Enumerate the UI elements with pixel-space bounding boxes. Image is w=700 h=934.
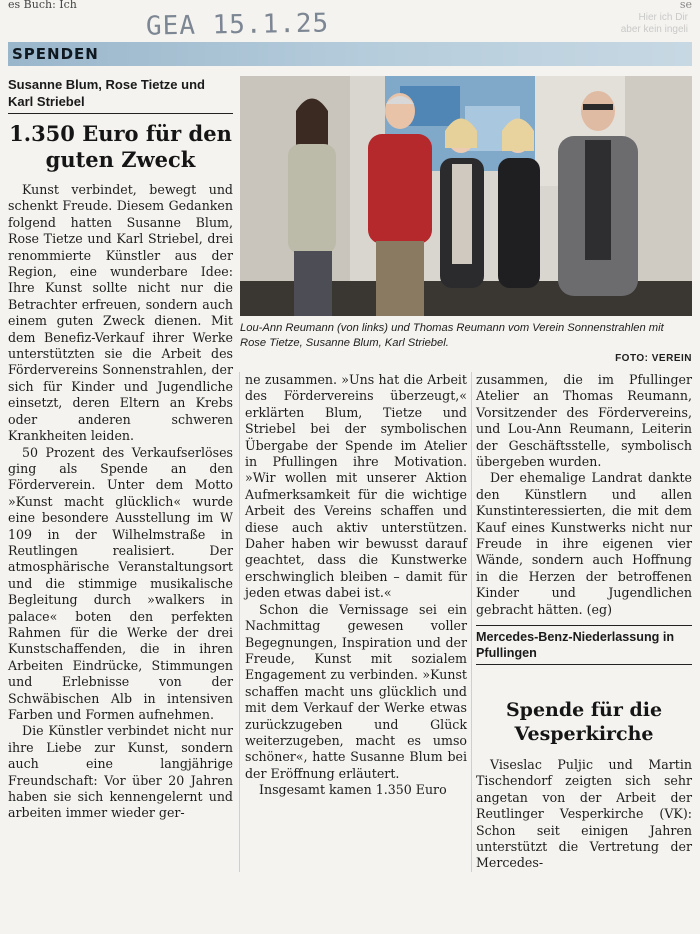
column-divider [471, 372, 472, 872]
person-4 [498, 119, 540, 289]
photo-credit: FOTO: VEREIN [615, 353, 692, 364]
group-photo [240, 76, 692, 316]
bleed-through-line: aber kein ingeli [620, 24, 688, 35]
second-article-headline: Spende für die Vesperkirche [505, 699, 663, 745]
body-paragraph: 50 Prozent des Verkaufserlöses ging als Spende an den Förderverein. Unter dem Motto »Kunst macht glücklich« wurde eine besondere Ausstellung im W 109 in der Wilhelmstraße in Reutlingen realisiert. Der atmosphärische Veranstaltungsort und die stimmige musikalische Begleitung durch »walkers in palace« boten den perfekten Rahmen für die Werke der drei Kunstschaffenden, die in ihren Arbeiten Eindrücke, Stimmungen und Erlebnisse von der Schwäbischen Alb in intensiven Farben und Formen aufnehmen. [8, 444, 233, 722]
section-label: SPENDEN [12, 45, 99, 63]
second-article-kicker: Mercedes-Benz-Niederlassung in Pfullingen [476, 625, 692, 665]
second-article-body [476, 757, 692, 872]
body-paragraph: Die Künstler verbindet nicht nur ihre Liebe zur Kunst, sondern auch eine langjährige Freundschaft: Vor über 20 Jahren haben sie sich kennengelernt und arbeiten immer wieder ger- [8, 723, 233, 821]
body-paragraph: Insgesamt kamen 1.350 Euro [259, 782, 447, 798]
body-paragraph: Der ehemalige Landrat dankte den Künstlern und allen Kunstinteressierten, die mit dem Kauf eines Kunstwerks nicht nur Freude in ihre eigenen vier Wände, sondern auch Hoffnung in die Herzen der betroffenen Kinder und Jugendlichen gebracht hätten. (eg) [476, 470, 692, 617]
article-column-2 [245, 372, 467, 799]
article-column-3 [476, 372, 692, 618]
body-paragraph: Kunst verbindet, bewegt und schenkt Freude. Diesem Gedanken folgend hatten Susanne Blum, Rose Tietze und Karl Striebel, drei renommierte Künstler aus der Region, eine wunderbare Idee: Ihre Kunst sollte nicht nur die Betrachter erfreuen, sondern auch einem guten Zweck dienen. Mit dem Benefiz-Verkauf ihrer Werke unterstützten sie die Arbeit des Fördervereins Sonnenstrahlen, der sich für Kinder und Jugendliche einsetzt, deren Eltern an Krebs oder anderen schweren Krankheiten leiden. [8, 182, 233, 444]
photo-caption [240, 321, 692, 366]
handwritten-date-note: GEA 15.1.25 [145, 8, 330, 42]
bleed-through-text [468, 12, 688, 36]
top-cropped-text: es Buch: Ich [8, 0, 77, 11]
article-kicker: Susanne Blum, Rose Tietze und Karl Striebel [8, 76, 233, 114]
article-column-1 [8, 182, 233, 822]
body-paragraph: ne zusammen. »Uns hat die Arbeit des Fördervereins überzeugt,« erklärten Blum, Tietze und Striebel bei der symbolischen Übergabe der Spende im Atelier in Pfullingen ihre Motivation. »Wir wollen mit unserer Aktion Aufmerksamkeit für die wichtige Arbeit des Vereins schaffen und diese auch aktiv unterstützen. Daher haben wir bewusst darauf geachtet, dass die Kunstwerke erschwinglich bleiben – damit für jeden etwas dabei ist.« [245, 372, 467, 601]
column-divider [239, 372, 240, 872]
body-paragraph: Schon die Vernissage sei ein Nachmittag gewesen voller Begegnungen, Inspiration und der Freude, Kunst mit sozialem Engagement zu verbinden. »Kunst schaffen macht uns glücklich und mit dem Verkauf der Werke etwas zurückzugeben und Glück weiterzugeben, macht es umso schöner«, hatte Susanne Blum bei der Eröffnung erläutert. [245, 601, 467, 781]
photo-caption-text: Lou-Ann Reumann (von links) und Thomas Reumann vom Verein Sonnenstrahlen mit Rose Tietze, Susanne Blum, Karl Striebel. [240, 322, 664, 349]
bleed-through-line: Hier ich Dir [638, 12, 688, 23]
article-headline: 1.350 Euro für den guten Zweck [9, 121, 232, 172]
section-header-bar [8, 42, 692, 66]
body-paragraph: Viseslac Puljic und Martin Tischendorf zeigten sich sehr angetan von der Arbeit der Reutlinger Vesperkirche (VK): Schon seit einigen Jahren unterstützt die Vertretung der Mercedes- [476, 757, 692, 871]
top-cropped-text-right: se [679, 0, 692, 11]
group-photo-illustration [240, 76, 692, 316]
body-paragraph: zusammen, die im Pfullinger Atelier an Thomas Reumann, Vorsitzender des Fördervereins, und Lou-Ann Reumann, Leiterin der Geschäftsstelle, symbolisch übergeben wurden. [476, 372, 692, 470]
